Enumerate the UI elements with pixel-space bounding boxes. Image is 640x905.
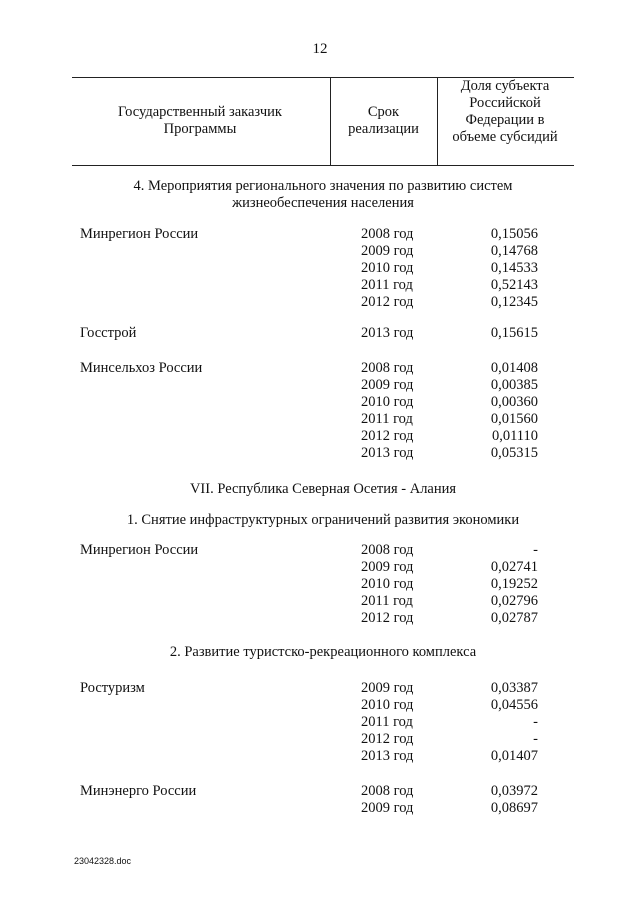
header-period: Срок реализации	[348, 104, 419, 137]
header-divider	[437, 77, 438, 165]
agency-name: Минрегион России	[80, 226, 199, 242]
row-share: 0,14533	[490, 260, 538, 276]
row-year: 2009 год	[361, 377, 414, 393]
row-share: 0,04556	[490, 697, 538, 713]
row-year: 2008 год	[361, 226, 414, 242]
row-share: -	[533, 542, 538, 558]
agency-name: Минэнерго России	[80, 783, 197, 799]
row-year: 2009 год	[361, 800, 414, 816]
row-share: 0,00360	[490, 394, 538, 410]
row-year: 2010 год	[361, 697, 414, 713]
row-year: 2012 год	[361, 731, 414, 747]
row-share: 0,03387	[490, 680, 538, 696]
row-year: 2010 год	[361, 576, 414, 592]
row-share: 0,05315	[490, 445, 538, 461]
row-year: 2013 год	[361, 325, 414, 341]
row-share: 0,52143	[490, 277, 538, 293]
row-share: -	[533, 731, 538, 747]
row-year: 2008 год	[361, 360, 414, 376]
row-year: 2011 год	[361, 411, 413, 427]
agency-name: Госстрой	[80, 325, 137, 341]
row-share: 0,15615	[490, 325, 538, 341]
row-year: 2011 год	[361, 593, 413, 609]
row-year: 2008 год	[361, 783, 414, 799]
row-share: 0,02796	[490, 593, 538, 609]
row-share: 0,19252	[490, 576, 538, 592]
page-number: 12	[312, 41, 328, 57]
agency-name: Минсельхоз России	[80, 360, 203, 376]
row-share: 0,15056	[490, 226, 538, 242]
header-divider	[330, 77, 331, 165]
row-share: 0,03972	[490, 783, 538, 799]
row-year: 2010 год	[361, 260, 414, 276]
header-share: Доля субъекта Российской Федерации в объеме субсидий	[452, 78, 558, 145]
section-title: 2. Развитие туристско-рекреационного комплекса	[169, 644, 477, 660]
row-share: 0,02741	[490, 559, 538, 575]
row-share: -	[533, 714, 538, 730]
table-header-rule	[72, 165, 574, 166]
row-year: 2011 год	[361, 277, 413, 293]
section-title: 1. Снятие инфраструктурных ограничений развития экономики	[126, 512, 520, 528]
row-year: 2009 год	[361, 559, 414, 575]
row-year: 2012 год	[361, 610, 414, 626]
row-year: 2012 год	[361, 428, 414, 444]
agency-name: Минрегион России	[80, 542, 199, 558]
row-year: 2013 год	[361, 748, 414, 764]
header-customer: Государственный заказчик Программы	[118, 104, 282, 137]
row-year: 2008 год	[361, 542, 414, 558]
row-share: 0,08697	[490, 800, 538, 816]
row-share: 0,00385	[490, 377, 538, 393]
row-share: 0,01408	[490, 360, 538, 376]
row-year: 2013 год	[361, 445, 414, 461]
section-title: VII. Республика Северная Осетия - Алания	[189, 481, 457, 497]
row-year: 2012 год	[361, 294, 414, 310]
row-year: 2009 год	[361, 680, 414, 696]
row-share: 0,01110	[491, 428, 538, 444]
row-share: 0,12345	[490, 294, 538, 310]
footer-filename: 23042328.doc	[74, 856, 132, 866]
row-share: 0,01407	[490, 748, 538, 764]
row-year: 2009 год	[361, 243, 414, 259]
section-title: 4. Мероприятия регионального значения по развитию систем жизнеобеспечения населения	[133, 178, 513, 211]
row-share: 0,01560	[490, 411, 538, 427]
row-year: 2010 год	[361, 394, 414, 410]
row-share: 0,02787	[490, 610, 538, 626]
agency-name: Ростуризм	[80, 680, 145, 696]
row-share: 0,14768	[490, 243, 538, 259]
row-year: 2011 год	[361, 714, 413, 730]
